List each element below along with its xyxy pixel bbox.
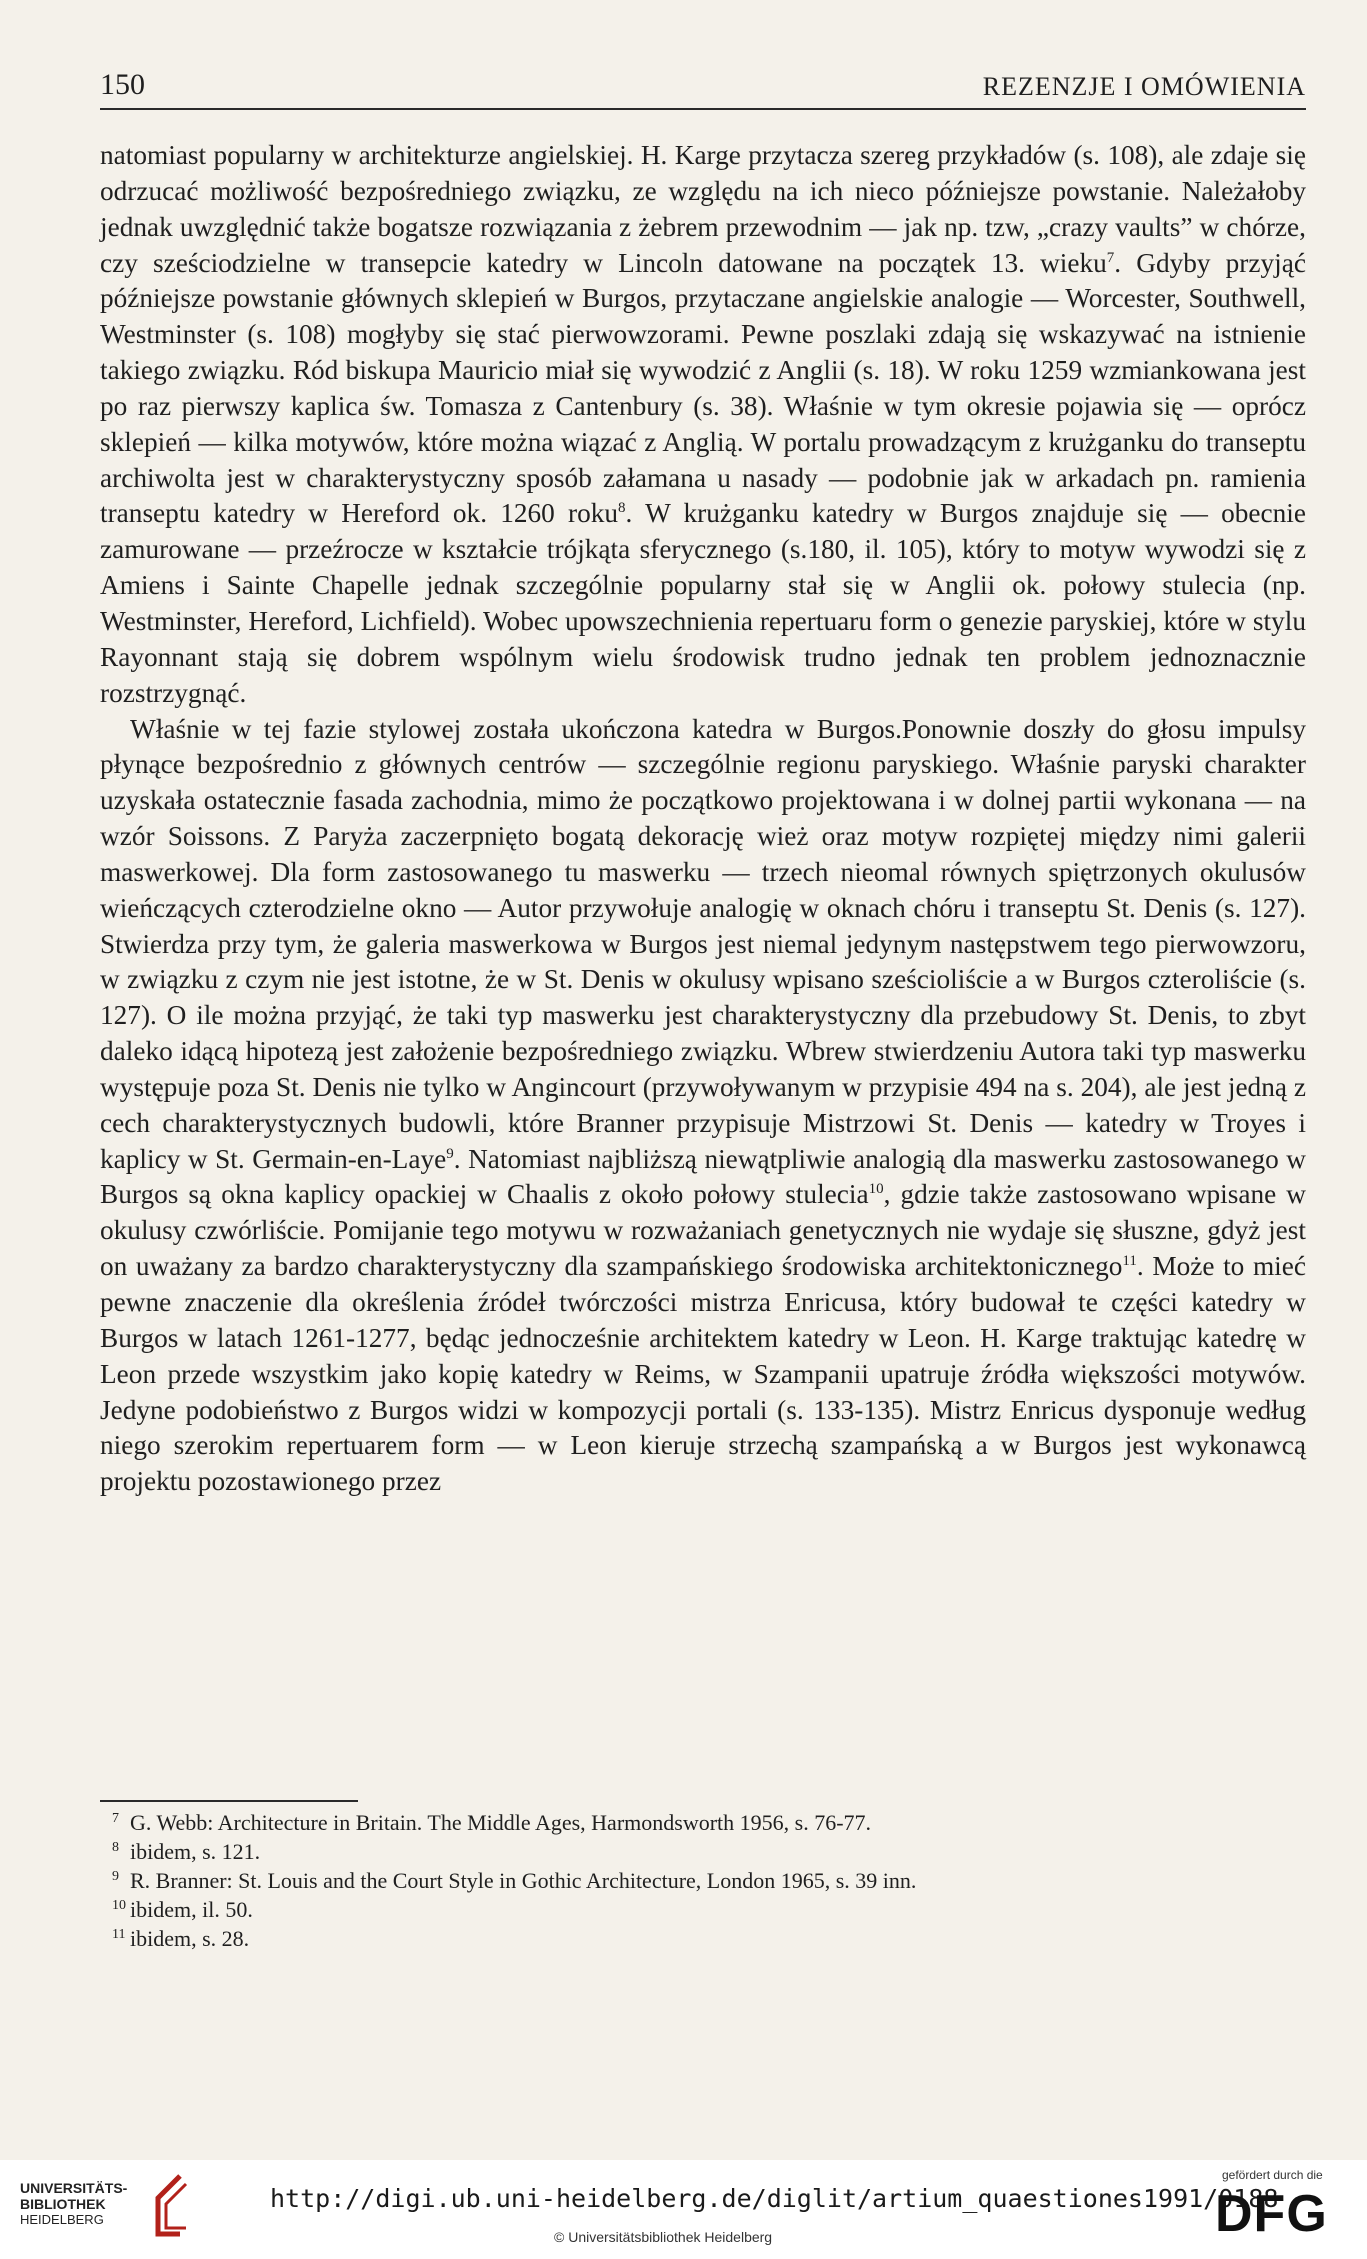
permalink-url[interactable]: http://digi.ub.uni-heidelberg.de/diglit/artium_quaestiones1991/0188 bbox=[270, 2184, 1279, 2213]
footnote: 8 ibidem, s. 121. bbox=[112, 1839, 261, 1864]
footnote-text: ibidem, s. 28. bbox=[130, 1926, 250, 1951]
page-number: 150 bbox=[100, 68, 145, 101]
viewer-footer bbox=[0, 2160, 1367, 2259]
body-paragraph bbox=[100, 138, 1306, 712]
header-rule bbox=[100, 108, 1306, 110]
footnote-reference: 7 bbox=[1106, 249, 1115, 266]
text-run: Właśnie w tej fazie stylowej została ukończona katedra w Burgos.Ponownie doszły do głosu impulsy płynące bezpośrednio z głównych centrów — szczególnie regionu paryskiego. Właśnie paryski charakter uzyskała ostatecznie fasada zachodnia, mimo że początkowo projektowana i w dolnej partii wykonana — na wzór Soissons. Z Paryża zaczerpnięto bogatą dekorację wież oraz motyw rozpiętej między nimi galerii maswerkowej. Dla form zastosowanego tu maswerku — trzech nieomal równych spiętrzonych okulusów wieńczących czterodzielne okno — Autor przywołuje analogię w oknach chóru i transeptu St. Denis (s. 127). Stwierdza przy tym, że galeria maswerkowa w Burgos jest niemal jedynym następstwem tego pierwowzoru, w związku z czym nie jest istotne, że w St. Denis w okulusy wpisano sześcioliście a w Burgos czteroliście (s. 127). O ile można przyjąć, że taki typ maswerku jest charakterystyczny dla przebudowy St. Denis, to zbyt daleko idącą hipotezą jest założenie bezpośredniego związku. Wbrew stwierdzeniu Autora taki typ maswerku występuje poza St. Denis nie tylko w Angincourt (przywoływanym w przypisie 494 na s. 204), ale jest jedną z cech charakterystycznych budowli, które Branner przypisuje Mistrzowi St. Denis — katedry w Troyes i kaplicy w St. Germain-en-Laye bbox=[100, 713, 1306, 1174]
dfg-logo: DFG bbox=[1215, 2185, 1328, 2243]
library-line-1: UNIVERSITÄTS- bbox=[20, 2180, 128, 2196]
footnote-text: ibidem, il. 50. bbox=[130, 1897, 253, 1922]
footnote-reference: 8 bbox=[618, 500, 626, 517]
footnote: 11 ibidem, s. 28. bbox=[112, 1926, 250, 1951]
running-title: REZENZJE I OMÓWIENIA bbox=[982, 72, 1306, 101]
footnote-text: G. Webb: Architecture in Britain. The Middle Ages, Harmondsworth 1956, s. 76-77. bbox=[130, 1810, 872, 1835]
footnote: 10 ibidem, il. 50. bbox=[112, 1897, 253, 1922]
footnote-reference: 10 bbox=[868, 1181, 884, 1198]
text-run: . Gdyby przyjąć późniejsze powstanie głównych sklepień w Burgos, przytaczane angielskie analogie — Worcester, Southwell, Westminster (s. 108) mogłyby się stać pierwowzorami. Pewne poszlaki zdają się wskazywać na istnienie takiego związku. Ród biskupa Mauricio miał się wywodzić z Anglii (s. 18). W roku 1259 wzmiankowana jest po raz pierwszy kaplica św. Tomasza z Cantenbury (s. 38). Właśnie w tym okresie pojawia się — oprócz sklepień — kilka motywów, które można wiązać z Anglią. W portalu prowadzącym z krużganku do transeptu archiwolta jest w charakterystyczny sposób załamana u nasady — podobnie jak w arkadach pn. ramienia transeptu katedry w Hereford ok. 1260 roku bbox=[100, 247, 1306, 529]
footnotes bbox=[100, 1808, 1306, 1953]
body-text bbox=[100, 138, 1306, 1500]
funded-by-text: gefördert durch die bbox=[1222, 2168, 1323, 2182]
library-line-2: BIBLIOTHEK bbox=[20, 2196, 106, 2212]
library-logo-icon bbox=[150, 2170, 192, 2240]
text-run: . Może to mieć pewne znaczenie dla określenia źródeł twórczości mistrza Enricusa, który budował te części katedry w Burgos w latach 1261-1277, będąc jednocześnie architektem katedry w Leon. H. Karge traktując katedrę w Leon przede wszystkim jako kopię katedry w Reims, w Szampanii upatruje źródła większości motywów. Jedyne podobieństwo z Burgos widzi w kompozycji portali (s. 133-135). Mistrz Enricus dysponuje według niego szerokim repertuarem form — w Leon kieruje strzechą szampańską a w Burgos jest wykonawcą projektu pozostawionego przez bbox=[100, 1251, 1306, 1497]
library-name bbox=[20, 2180, 127, 2228]
text-run: natomiast popularny w architekturze angielskiej. H. Karge przytacza szereg przykładów (s. 108), ale zdaje się odrzucać możliwość bezpośredniego związku, ze względu na ich nieco późniejsze powstanie. Należałoby jednak uwzględnić także bogatsze rozwiązania z żebrem przewodnim — jak np. tzw, „crazy vaults” w chórze, czy sześciodzielne w transepcie katedry w Lincoln datowane na początek 13. wieku bbox=[100, 140, 1306, 278]
copyright-text: © Universitätsbibliothek Heidelberg bbox=[554, 2229, 773, 2245]
text-run: . W krużganku katedry w Burgos znajduje się — obecnie zamurowane — przeźrocze w kształcie trójkąta sferycznego (s.180, il. 105), który to motyw wywodzi się z Amiens i Sainte Chapelle jednak szczególnie popularny stał się w Anglii ok. połowy stulecia (np. Westminster, Hereford, Lichfield). Wobec upowszechnienia repertuaru form o genezie paryskiej, które w stylu Rayonnant stają się dobrem wspólnym wielu środowisk trudno jednak ten problem jednoznacznie rozstrzygnąć. bbox=[100, 498, 1306, 708]
footnote: 9 R. Branner: St. Louis and the Court Style in Gothic Architecture, London 1965, s. 39 inn. bbox=[112, 1868, 917, 1893]
body-paragraph bbox=[100, 712, 1306, 1501]
footnote-reference: 9 bbox=[446, 1145, 454, 1162]
footnote-text: R. Branner: St. Louis and the Court Style in Gothic Architecture, London 1965, s. 39 inn. bbox=[130, 1868, 917, 1893]
library-line-3: HEIDELBERG bbox=[20, 2212, 104, 2227]
footnote-rule bbox=[100, 1800, 358, 1802]
footnote-text: ibidem, s. 121. bbox=[130, 1839, 261, 1864]
text-run: . Natomiast najbliższą niewątpliwie analogią dla maswerku zastosowanego w Burgos są okna kaplicy opackiej w Chaalis z około połowy stulecia bbox=[100, 1143, 1306, 1210]
text-run: , gdzie także zastosowano wpisane w okulusy czwórliście. Pomijanie tego motywu w rozważaniach genetycznych nie wydaje się słuszne, gdyż jest on uważany za bardzo charakterystyczny dla szampańskiego środowiska architektonicznego bbox=[100, 1179, 1306, 1282]
footnote: 7 G. Webb: Architecture in Britain. The Middle Ages, Harmondsworth 1956, s. 76-77. bbox=[112, 1810, 872, 1835]
footnote-reference: 11 bbox=[1122, 1253, 1137, 1270]
